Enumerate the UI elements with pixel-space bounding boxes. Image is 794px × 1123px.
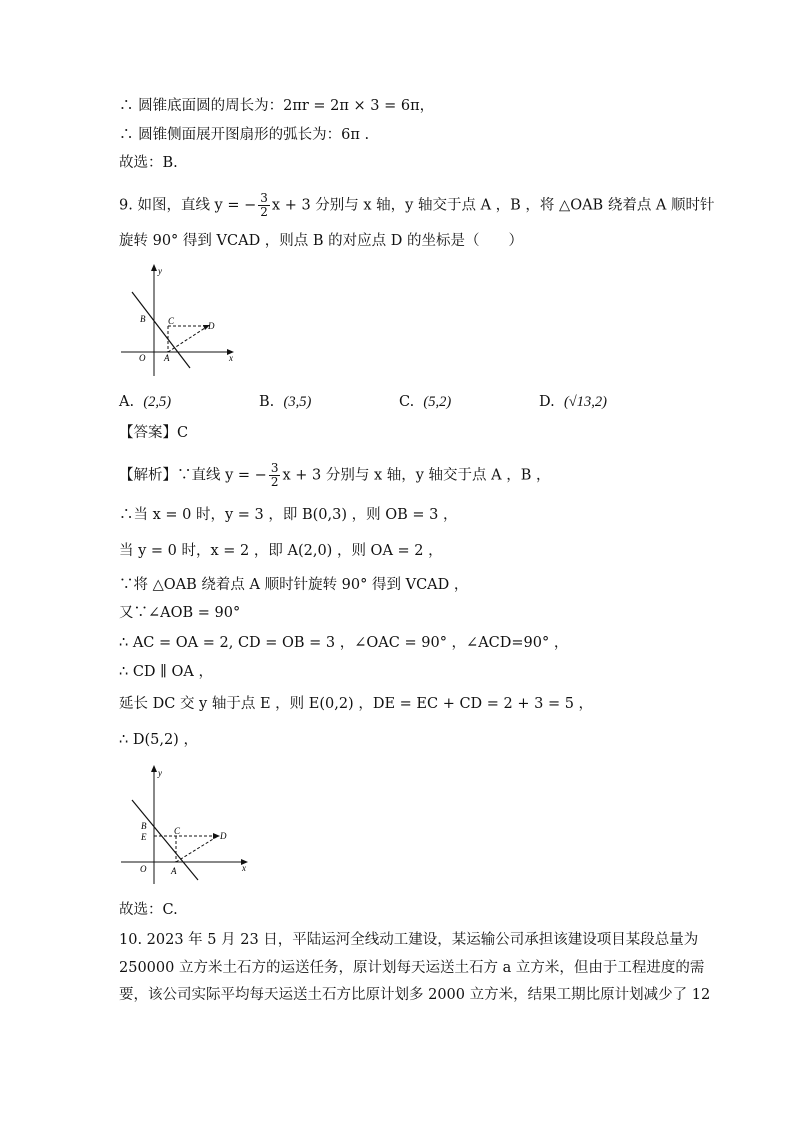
- figure-1: [118, 262, 242, 378]
- option-letter: D.: [539, 394, 555, 410]
- text-line: 又∵∠AOB = 90°: [119, 605, 241, 621]
- text-line: 旋转 90° 得到 VCAD ，则点 B 的对应点 D 的坐标是（ ）: [119, 233, 524, 249]
- text-line: ∵将 △OAB 绕着点 A 顺时针旋转 90° 得到 VCAD ，: [119, 577, 469, 593]
- option-letter: C.: [399, 394, 415, 410]
- fig-label: A: [164, 353, 170, 363]
- fig-label: C: [168, 316, 175, 326]
- text-line: ∴ AC = OA = 2, CD = OB = 3 ，∠OAC = 90° ，∠ACD=90° ，: [119, 635, 569, 651]
- fig-label: C: [174, 826, 181, 836]
- fraction-numerator: 3: [270, 461, 279, 475]
- fig-label: O: [140, 864, 147, 874]
- text-line: ∴ 圆锥底面圆的周长为：2πr = 2π × 3 = 6π，: [119, 98, 435, 114]
- text-line: ∴ 圆锥侧面展开图扇形的弧长为：6π .: [119, 127, 370, 143]
- question-9: [119, 192, 715, 219]
- option-a[interactable]: [119, 392, 171, 412]
- fig-label: B: [141, 821, 147, 831]
- text-line: ∴ D(5,2) ，: [119, 732, 198, 748]
- option-value: (√13,2): [563, 394, 607, 410]
- option-value: (5,2): [423, 394, 452, 410]
- option-c[interactable]: [399, 392, 451, 412]
- figure-2: [118, 762, 258, 888]
- question-10-line: 10. 2023 年 5 月 23 日，平陆运河全线动工建设，某运输公司承担该建设项目某段总量为: [119, 932, 699, 948]
- fraction: [269, 462, 281, 489]
- question-10-line: 250000 立方米土石方的运送任务，原计划每天运送土石方 a 立方米，但由于工程进度的需: [119, 960, 705, 976]
- option-b[interactable]: [259, 392, 311, 412]
- fraction-denominator: 2: [260, 205, 268, 219]
- fig-label: D: [208, 321, 215, 331]
- analysis-line: [119, 462, 551, 489]
- text-line: ∴ CD ∥ OA ，: [119, 664, 213, 680]
- option-d[interactable]: [539, 392, 607, 412]
- option-letter: B.: [259, 394, 275, 410]
- fig-label: y: [158, 768, 162, 778]
- text-fragment: 【解析】∵直线 y = −: [119, 467, 267, 484]
- fraction: [258, 192, 270, 219]
- fig-label: y: [158, 266, 162, 276]
- fig-label: E: [141, 832, 147, 842]
- fraction-numerator: 3: [260, 191, 268, 205]
- option-value: (2,5): [143, 394, 172, 410]
- text-line: 当 y = 0 时，x = 2 ，即 A(2,0) ，则 OA = 2 ，: [119, 543, 443, 559]
- option-letter: A.: [119, 394, 135, 410]
- fig-label: A: [171, 866, 177, 876]
- text-fragment: 9. 如图，直线 y = −: [119, 197, 257, 214]
- text-line: 延长 DC 交 y 轴于点 E ，则 E(0,2) ，DE = EC + CD = 2 + 3 = 5 ，: [119, 696, 594, 712]
- fig-label: x: [229, 353, 233, 363]
- fig-label: x: [242, 863, 246, 873]
- fig-label: D: [220, 831, 227, 841]
- question-10-line: 要，该公司实际平均每天运送土石方比原计划多 2000 立方米，结果工期比原计划减少了 12: [119, 987, 711, 1003]
- fraction-denominator: 2: [270, 475, 279, 489]
- text-fragment: x + 3 分别与 x 轴，y 轴交于点 A ，B ，将 △OAB 绕着点 A 顺时针: [271, 197, 715, 214]
- fig-label: O: [139, 353, 146, 363]
- text-fragment: x + 3 分别与 x 轴，y 轴交于点 A ，B ，: [282, 467, 551, 484]
- answer-line: 【答案】C: [119, 425, 189, 441]
- option-value: (3,5): [283, 394, 312, 410]
- text-line: ∴当 x = 0 时，y = 3 ，即 B(0,3) ，则 OB = 3 ，: [119, 507, 458, 523]
- text-line: 故选：B.: [119, 155, 178, 171]
- fig-label: B: [140, 314, 146, 324]
- text-line: 故选：C.: [119, 902, 178, 918]
